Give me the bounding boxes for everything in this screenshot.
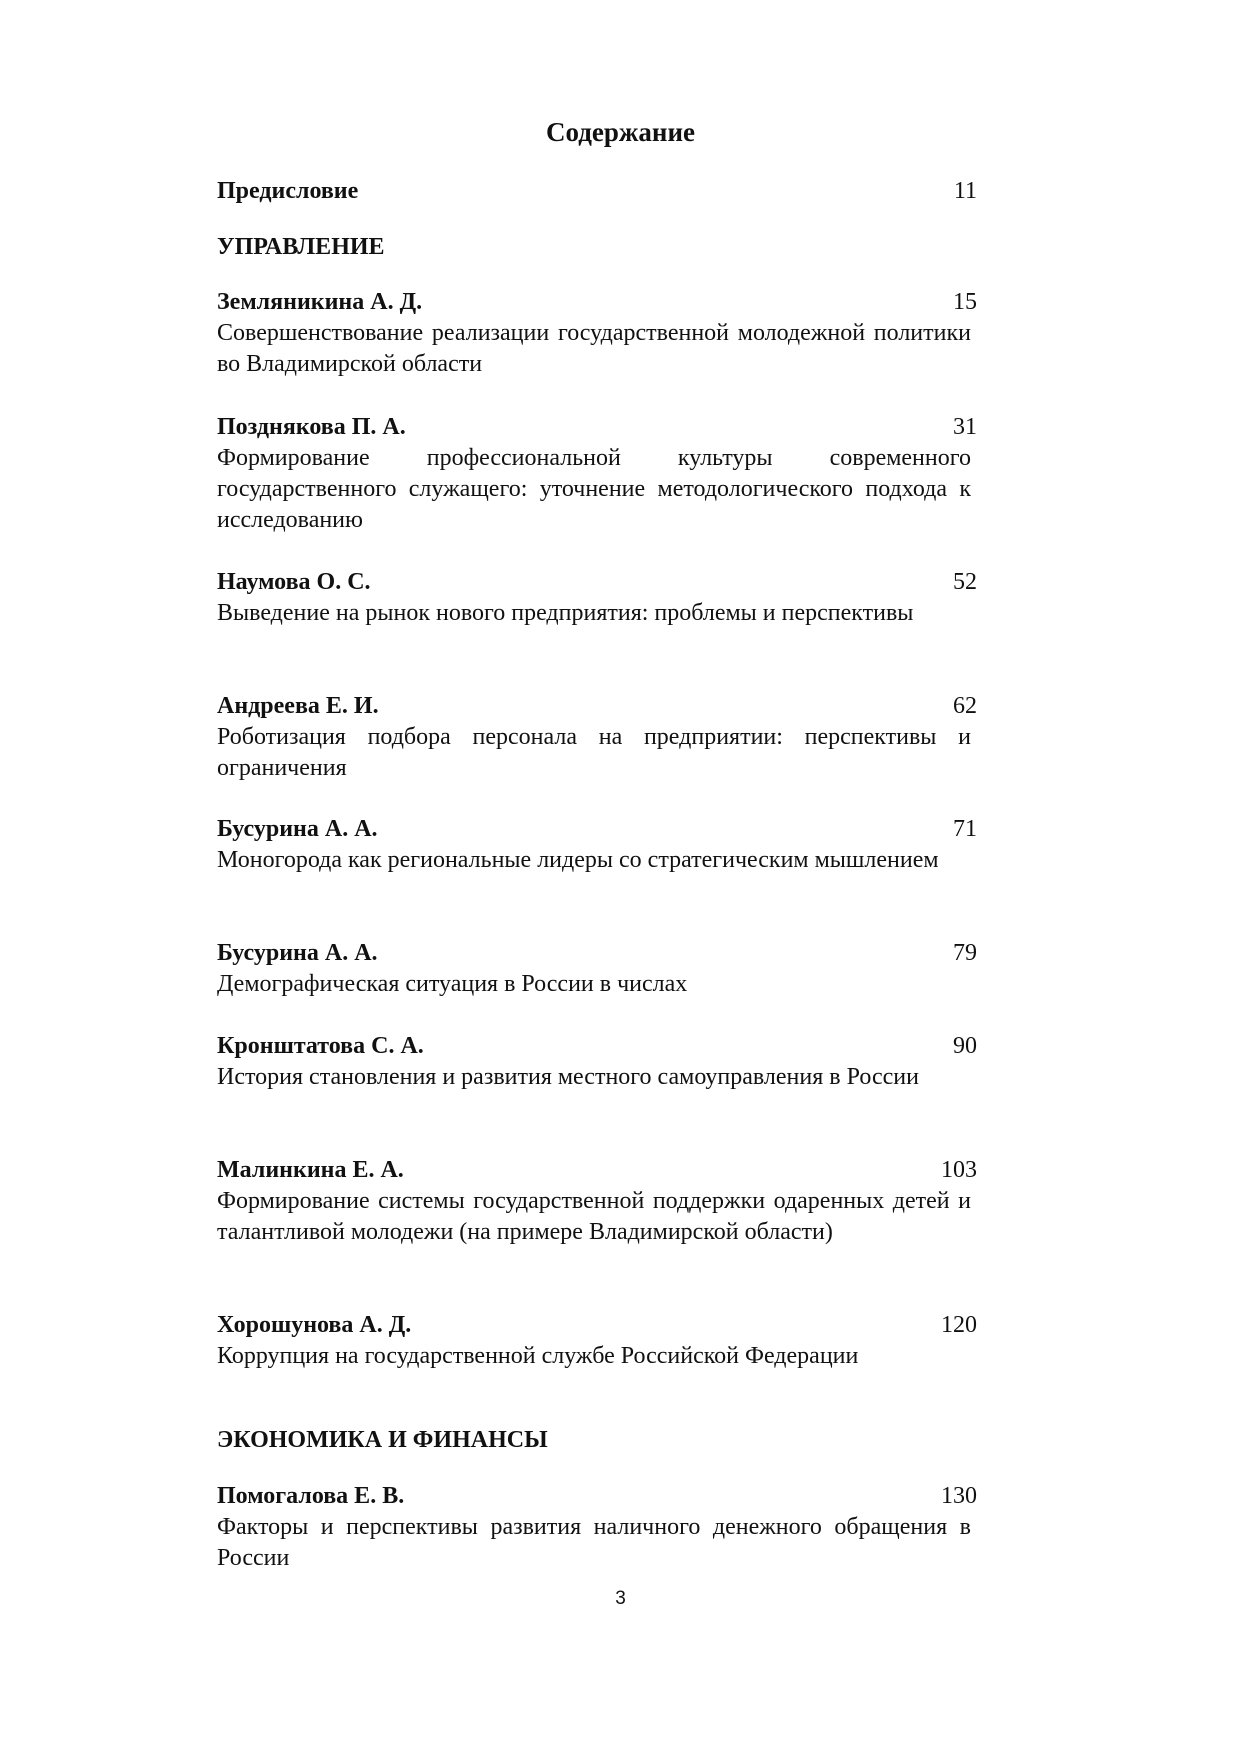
entry-author: Бусурина А. А. [217, 816, 378, 842]
toc-entry [217, 412, 977, 536]
entry-title: История становления и развития местного самоуправления в России [217, 1064, 919, 1090]
entry-author: Помогалова Е. В. [217, 1483, 405, 1509]
entry-page-number: 15 [953, 289, 977, 315]
page-title: Содержание [545, 117, 696, 147]
section-heading-economics: ЭКОНОМИКА И ФИНАНСЫ [217, 1427, 548, 1453]
entry-author: Хорошунова А. Д. [217, 1312, 412, 1338]
preface-page-number: 11 [953, 178, 977, 204]
entry-title: Совершенствование реализации государственной молодежной политики во Владимирской области [217, 320, 971, 377]
entry-author: Земляникина А. Д. [217, 289, 423, 315]
toc-entry [217, 1481, 977, 1574]
entry-title: Коррупция на государственной службе Российской Федерации [217, 1343, 859, 1369]
toc-entry [217, 938, 977, 1000]
entry-page-number: 31 [953, 414, 977, 440]
entry-title: Демографическая ситуация в России в числах [217, 971, 688, 997]
entry-page-number: 52 [953, 569, 977, 595]
entry-author: Андреева Е. И. [217, 693, 379, 719]
entry-author: Наумова О. С. [217, 569, 371, 595]
entry-page-number: 90 [953, 1033, 977, 1059]
toc-entry [217, 567, 977, 629]
entry-page-number: 71 [953, 816, 977, 842]
entry-author: Кронштатова С. А. [217, 1033, 424, 1059]
toc-entry [217, 287, 977, 380]
section-heading-management: УПРАВЛЕНИЕ [217, 234, 385, 260]
entry-page-number: 79 [953, 940, 977, 966]
toc-entry [217, 814, 977, 876]
entry-author: Бусурина А. А. [217, 940, 378, 966]
toc-entry [217, 1310, 977, 1372]
toc-preface [217, 176, 977, 207]
entry-title: Моногорода как региональные лидеры со стратегическим мышлением [217, 847, 939, 873]
entry-title: Формирование системы государственной поддержки одаренных детей и талантливой молодежи (на примере Владимирской области) [217, 1188, 971, 1245]
entry-title: Роботизация подбора персонала на предприятии: перспективы и ограничения [217, 724, 971, 781]
entry-title: Факторы и перспективы развития наличного денежного обращения в России [217, 1514, 971, 1571]
entry-page-number: 62 [953, 693, 977, 719]
toc-entry [217, 691, 977, 784]
preface-label: Предисловие [217, 178, 359, 204]
toc-entry [217, 1155, 977, 1248]
entry-page-number: 103 [941, 1157, 977, 1183]
entry-page-number: 120 [941, 1312, 977, 1338]
entry-author: Малинкина Е. А. [217, 1157, 404, 1183]
entry-page-number: 130 [941, 1483, 977, 1509]
page-number: 3 [615, 1588, 626, 1609]
entry-title: Выведение на рынок нового предприятия: проблемы и перспективы [217, 600, 914, 626]
toc-entry [217, 1031, 977, 1093]
entry-title: Формирование профессиональной культуры современного государственного служащего: уточнение методологического подхода к исследованию [217, 445, 971, 533]
entry-author: Позднякова П. А. [217, 414, 406, 440]
